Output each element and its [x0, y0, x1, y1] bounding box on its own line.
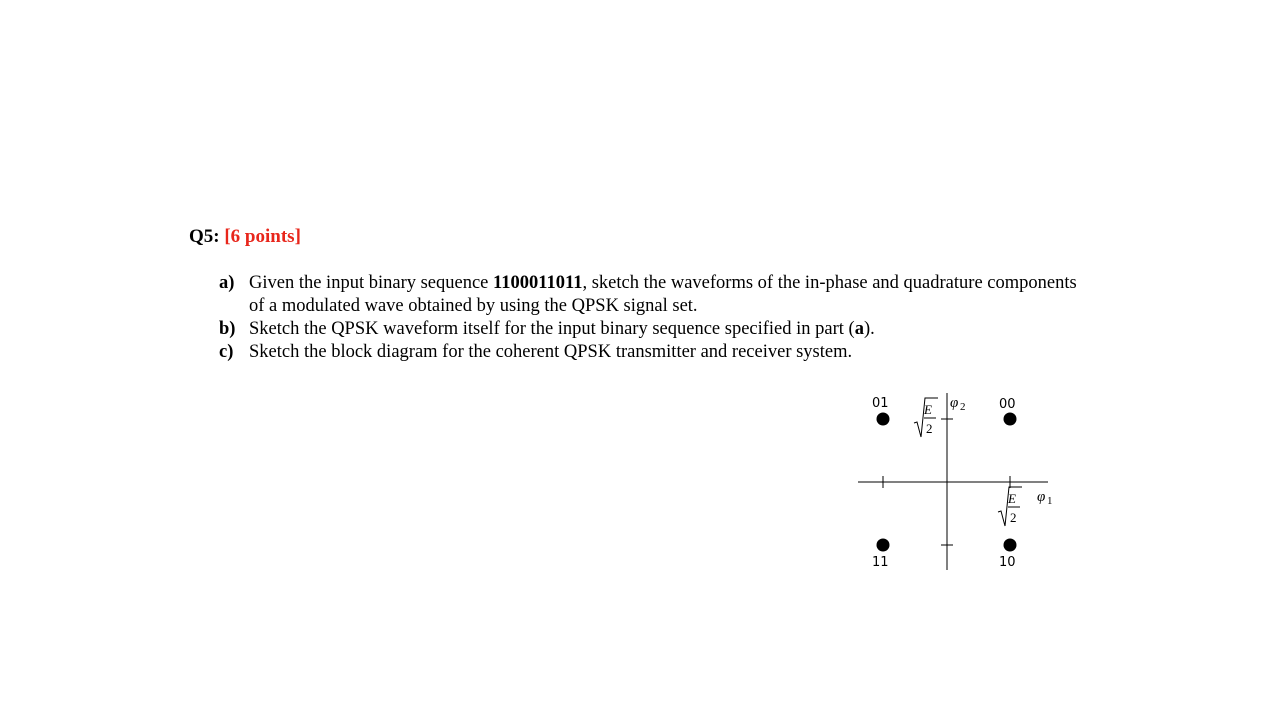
symbol-label-10: 10	[999, 555, 1016, 570]
part-a-marker: a)	[219, 273, 235, 293]
vertical-axis-label	[950, 395, 966, 413]
svg-text:2: 2	[926, 421, 933, 436]
svg-text:2: 2	[1010, 510, 1017, 525]
part-b	[219, 318, 1079, 341]
svg-text:1: 1	[1047, 495, 1053, 507]
symbol-point-01	[877, 413, 890, 426]
sqrt-e-over-2-horizontal-label	[998, 487, 1022, 526]
horizontal-axis-label	[1037, 489, 1053, 507]
symbol-label-01: 01	[872, 396, 889, 411]
symbol-label-11: 11	[872, 555, 889, 570]
sqrt-e-over-2-vertical-label	[914, 398, 938, 437]
svg-text:φ: φ	[950, 395, 959, 411]
qpsk-constellation-diagram	[850, 385, 1065, 580]
part-c-marker: c)	[219, 342, 234, 362]
part-a-text: Given the input binary sequence 1100011011, sketch the waveforms of the in-phase and quadrature components of a modulated wave obtained by using the QPSK signal set.	[249, 273, 1077, 316]
part-c	[219, 341, 1079, 364]
binary-sequence: 1100011011	[493, 273, 583, 293]
part-a	[219, 272, 1079, 318]
question-heading	[189, 226, 301, 248]
svg-text:φ: φ	[1037, 489, 1046, 505]
symbol-label-00: 00	[999, 397, 1016, 412]
question-number: Q5:	[189, 226, 220, 247]
symbol-point-10	[1004, 539, 1017, 552]
part-b-marker: b)	[219, 319, 236, 339]
svg-text:E: E	[924, 402, 932, 417]
svg-text:2: 2	[960, 401, 966, 413]
svg-text:E: E	[1008, 491, 1016, 506]
part-b-text: Sketch the QPSK waveform itself for the input binary sequence specified in part (a).	[249, 319, 875, 339]
symbol-point-00	[1004, 413, 1017, 426]
symbol-point-11	[877, 539, 890, 552]
part-c-text: Sketch the block diagram for the coherent QPSK transmitter and receiver system.	[249, 342, 853, 362]
question-parts-list	[219, 272, 1079, 364]
question-points: [6 points]	[224, 226, 301, 247]
